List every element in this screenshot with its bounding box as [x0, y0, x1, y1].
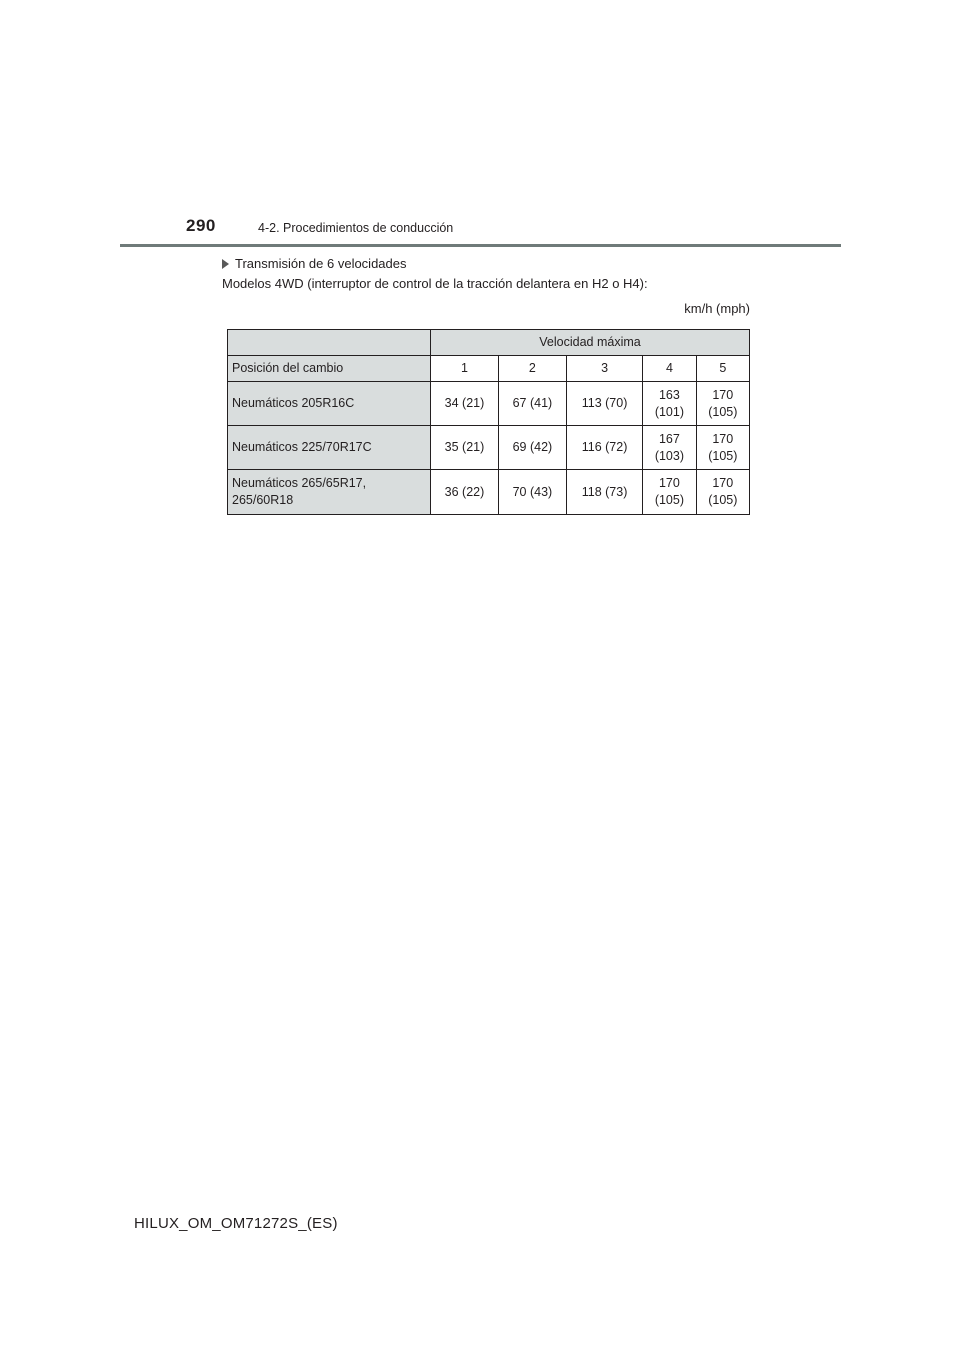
- row-label-line: Neumáticos 205R16C: [232, 396, 355, 410]
- speed-value: (101): [654, 404, 684, 419]
- speed-cell: [431, 426, 499, 470]
- speed-value: 163: [658, 387, 680, 402]
- speed-value: 170: [712, 476, 734, 490]
- speed-value: 67 (41): [512, 396, 553, 410]
- triangle-bullet-icon: [222, 259, 229, 269]
- speed-value: 116 (72): [581, 440, 628, 454]
- speed-value: 170: [658, 476, 680, 490]
- position-1: 1: [431, 356, 499, 382]
- table-corner-cell: [228, 330, 431, 356]
- page-number: 290: [186, 216, 216, 235]
- row-label-line: Neumáticos 225/70R17C: [232, 440, 372, 454]
- paragraph: Modelos 4WD (interruptor de control de la tracción delantera en H2 o H4):: [222, 276, 648, 291]
- speed-value: (105): [708, 448, 738, 463]
- row-label: [228, 426, 431, 470]
- document-code: HILUX_OM_OM71272S_(ES): [134, 1215, 338, 1232]
- speed-cell: [643, 470, 696, 515]
- subheading-text: Transmisión de 6 velocidades: [235, 256, 407, 271]
- table-row: [228, 470, 750, 515]
- position-2: 2: [498, 356, 566, 382]
- speed-value: (103): [654, 448, 684, 463]
- speed-value: 118 (73): [581, 484, 628, 499]
- units-label: km/h (mph): [684, 301, 750, 316]
- speed-cell: [566, 426, 642, 470]
- table-row: [228, 426, 750, 470]
- speed-cell: [696, 470, 749, 515]
- speed-value: 167: [658, 431, 680, 446]
- speed-value: 36 (22): [444, 484, 485, 499]
- speed-cell: [566, 382, 642, 426]
- speed-cell: [431, 470, 499, 515]
- speed-cell: [696, 382, 749, 426]
- speed-cell: [431, 382, 499, 426]
- position-4: 4: [643, 356, 696, 382]
- speed-value: (105): [708, 404, 738, 419]
- header-rule: [120, 244, 841, 247]
- position-5: 5: [696, 356, 749, 382]
- speed-value: 69 (42): [512, 440, 553, 454]
- speed-value: 170: [712, 431, 734, 446]
- speed-value: 35 (21): [444, 440, 485, 454]
- speed-cell: [498, 470, 566, 515]
- speed-value: (105): [654, 493, 684, 507]
- speed-table: [227, 329, 750, 515]
- row-label-line: 265/60R18: [232, 493, 294, 507]
- table-row: [228, 382, 750, 426]
- speed-cell: [498, 382, 566, 426]
- position-label: Posición del cambio: [228, 356, 431, 382]
- table-position-row: [228, 356, 750, 382]
- max-speed-header: Velocidad máxima: [431, 330, 750, 356]
- speed-cell: [643, 382, 696, 426]
- speed-cell: [696, 426, 749, 470]
- position-3: 3: [566, 356, 642, 382]
- row-label: [228, 382, 431, 426]
- subheading: [222, 256, 407, 271]
- speed-value: 170: [712, 387, 734, 402]
- speed-cell: [498, 426, 566, 470]
- speed-value: 113 (70): [581, 396, 628, 410]
- speed-cell: [566, 470, 642, 515]
- row-label-line: Neumáticos 265/65R17,: [232, 476, 367, 490]
- row-label: [228, 470, 431, 515]
- section-title: 4-2. Procedimientos de conducción: [258, 221, 454, 235]
- speed-value: (105): [708, 493, 738, 507]
- speed-value: 34 (21): [444, 396, 485, 410]
- speed-value: 70 (43): [512, 484, 553, 499]
- table-header-row: [228, 330, 750, 356]
- speed-cell: [643, 426, 696, 470]
